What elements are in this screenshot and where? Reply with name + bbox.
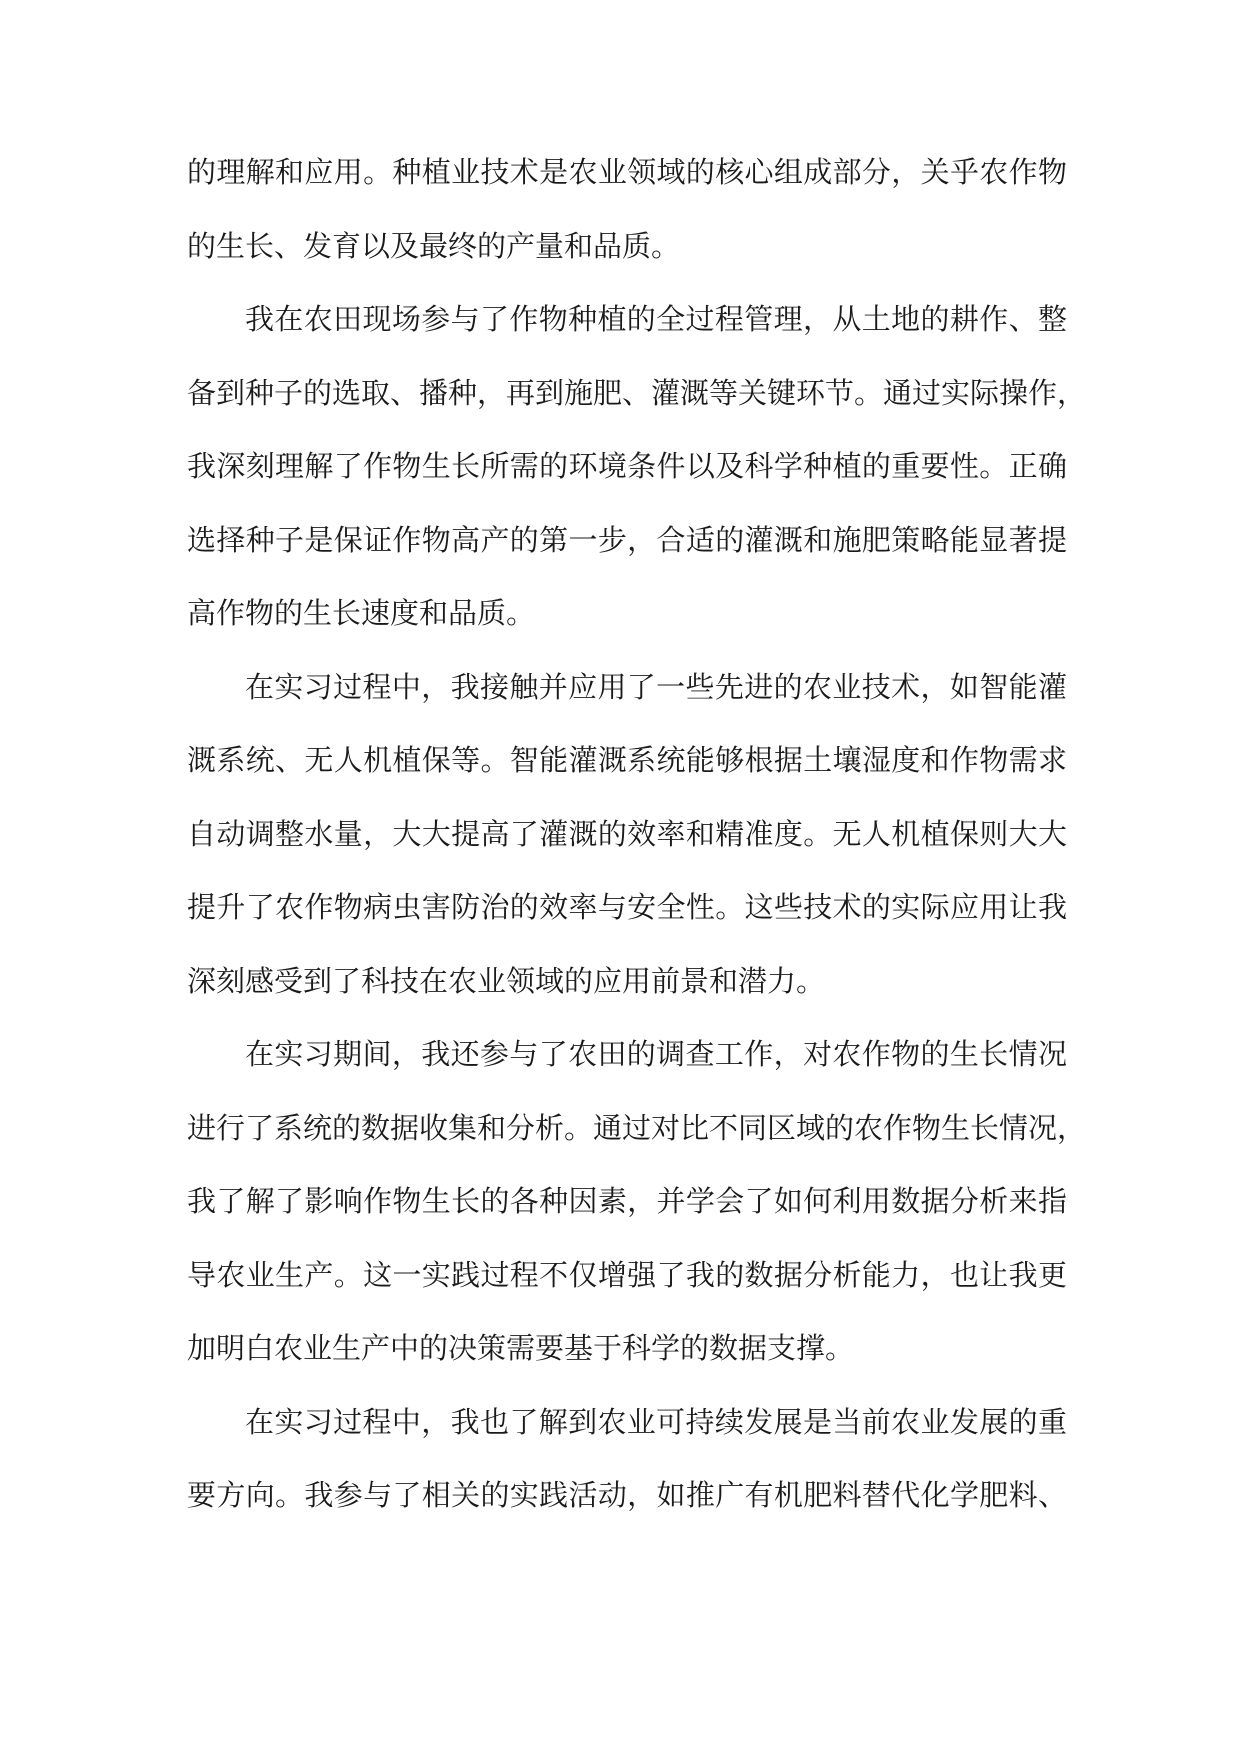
text-line: 的理解和应用。种植业技术是农业领域的核心组成部分，关乎农作物 [187, 155, 1067, 189]
text-line: 备到种子的选取、播种，再到施肥、灌溉等关键环节。通过实际操作， [187, 375, 1087, 410]
text-line: 在实习过程中，我接触并应用了一些先进的农业技术，如智能灌 [245, 669, 1067, 704]
text-line: 我深刻理解了作物生长所需的环境条件以及科学种植的重要性。正确 [187, 449, 1067, 483]
text-line: 我了解了影响作物生长的各种因素，并学会了如何利用数据分析来指 [187, 1184, 1067, 1218]
text-line: 深刻感受到了科技在农业领域的应用前景和潜力。 [187, 963, 826, 998]
text-line: 我在农田现场参与了作物种植的全过程管理，从土地的耕作、整 [245, 302, 1067, 336]
text-line: 自动调整水量，大大提高了灌溉的效率和精准度。无人机植保则大大 [187, 816, 1067, 851]
text-line: 高作物的生长速度和品质。 [187, 596, 536, 630]
text-line: 选择种子是保证作物高产的第一步，合适的灌溉和施肥策略能显著提 [187, 522, 1067, 557]
text-line: 要方向。我参与了相关的实践活动，如推广有机肥料替代化学肥料、 [187, 1478, 1067, 1512]
text-line: 在实习期间，我还参与了农田的调查工作，对农作物的生长情况 [245, 1037, 1067, 1071]
body-text [187, 136, 1087, 1533]
text-line: 溉系统、无人机植保等。智能灌溉系统能够根据土壤湿度和作物需求 [187, 743, 1067, 777]
text-line: 导农业生产。这一实践过程不仅增强了我的数据分析能力，也让我更 [187, 1257, 1067, 1292]
text-line: 的生长、发育以及最终的产量和品质。 [187, 228, 681, 263]
text-line: 进行了系统的数据收集和分析。通过对比不同区域的农作物生长情况， [187, 1110, 1087, 1145]
text-line: 加明白农业生产中的决策需要基于科学的数据支撑。 [187, 1331, 855, 1365]
text-line: 提升了农作物病虫害防治的效率与安全性。这些技术的实际应用让我 [187, 890, 1067, 924]
text-line: 在实习过程中，我也了解到农业可持续发展是当前农业发展的重 [245, 1404, 1067, 1439]
